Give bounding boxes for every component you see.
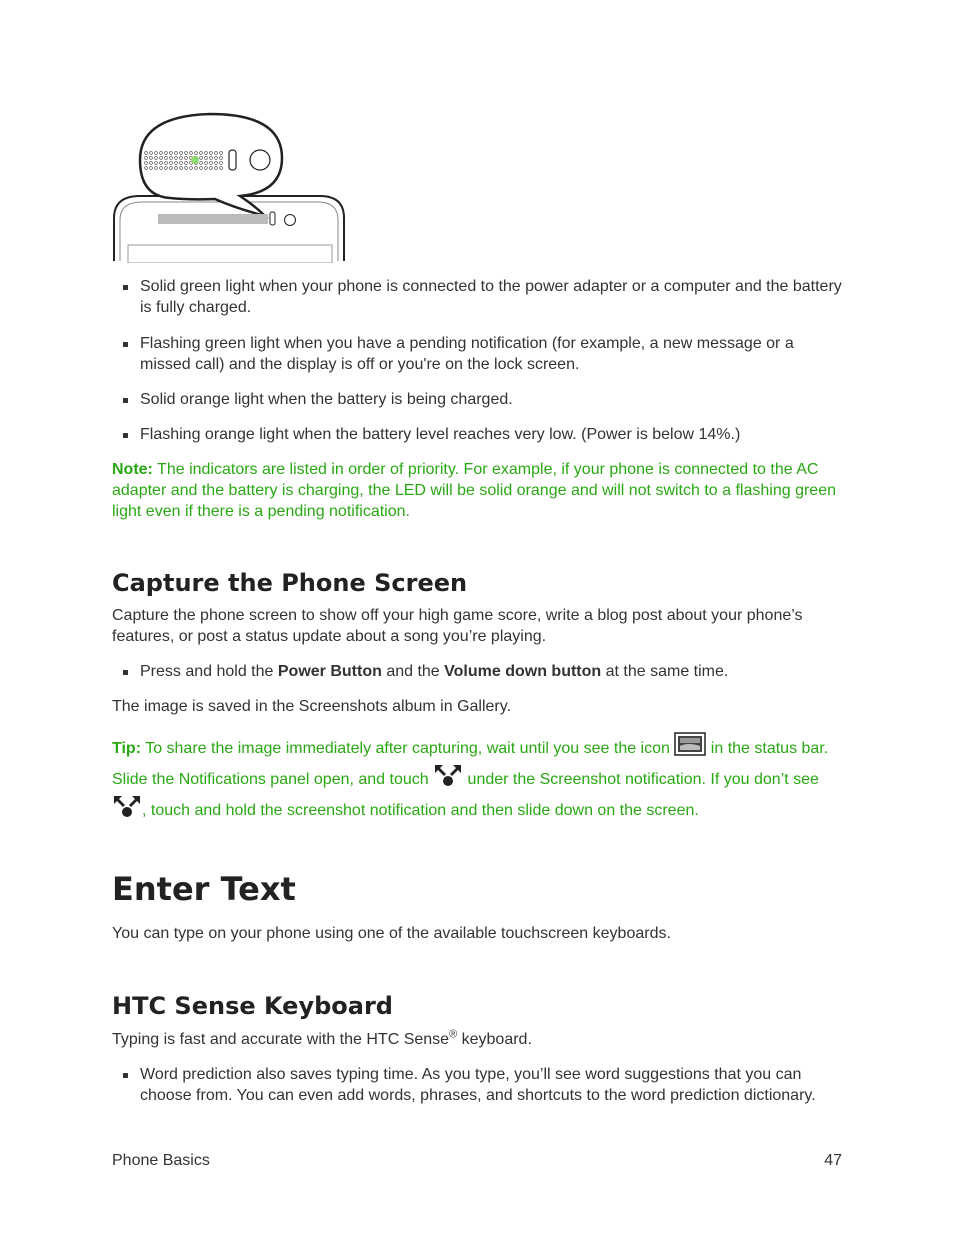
tip-block [112,732,842,825]
main-content [112,276,842,1106]
list-item: Solid green light when your phone is connected to the power adapter or a computer and the battery is fully charged. [112,276,842,318]
list-item: Word prediction also saves typing time. As you type, you’ll see word suggestions that you can choose from. You can even add words, phrases, and shortcuts to the word prediction dictionary. [112,1064,842,1106]
enter-text-intro: You can type on your phone using one of the available touchscreen keyboards. [112,925,671,942]
page-footer [112,1150,842,1171]
led-list [112,276,842,445]
screenshot-icon [674,732,706,756]
section-heading-capture: Capture the Phone Screen [112,569,468,597]
tip-paragraph: Tip: To share the image immediately after capturing, wait until you see the icon in the status bar. Slide the Notifications panel open, and touch under the Screenshot notification. If you don’t see , touch and hold the screenshot notification and then slide down on the screen. [112,732,842,825]
list-item: Solid orange light when the battery is being charged. [112,389,842,410]
share-icon [112,794,142,818]
section-heading-enter-text: Enter Text [112,870,296,908]
phone-led-illustration [110,108,350,263]
page-number: 47 [824,1152,842,1169]
keyboard-list [112,1064,842,1106]
list-item: Flashing green light when you have a pending notification (for example, a new message or a missed call) and the display is off or you're on the lock screen. [112,333,842,375]
note-paragraph: Note: The indicators are listed in order of priority. For example, if your phone is connected to the AC adapter and the battery is charging, the LED will be solid orange and will not switch to a flashing green light even if there is a pending notification. [112,461,836,520]
list-item: Press and hold the Power Button and the Volume down button at the same time. [112,661,842,682]
saved-paragraph: The image is saved in the Screenshots album in Gallery. [112,698,512,715]
footer-section: Phone Basics [112,1152,210,1169]
share-icon [433,763,463,787]
section-heading-keyboard: HTC Sense Keyboard [112,992,393,1020]
keyboard-intro: Typing is fast and accurate with the HTC Sense® keyboard. [112,1028,532,1048]
capture-intro: Capture the phone screen to show off your high game score, write a blog post about your phone’s features, or post a status update about a song you’re playing. [112,607,803,645]
list-item: Flashing orange light when the battery level reaches very low. (Power is below 14%.) [112,424,842,445]
tip-label: Tip: [112,740,142,757]
note-label: Note: [112,461,153,478]
capture-list [112,661,842,682]
